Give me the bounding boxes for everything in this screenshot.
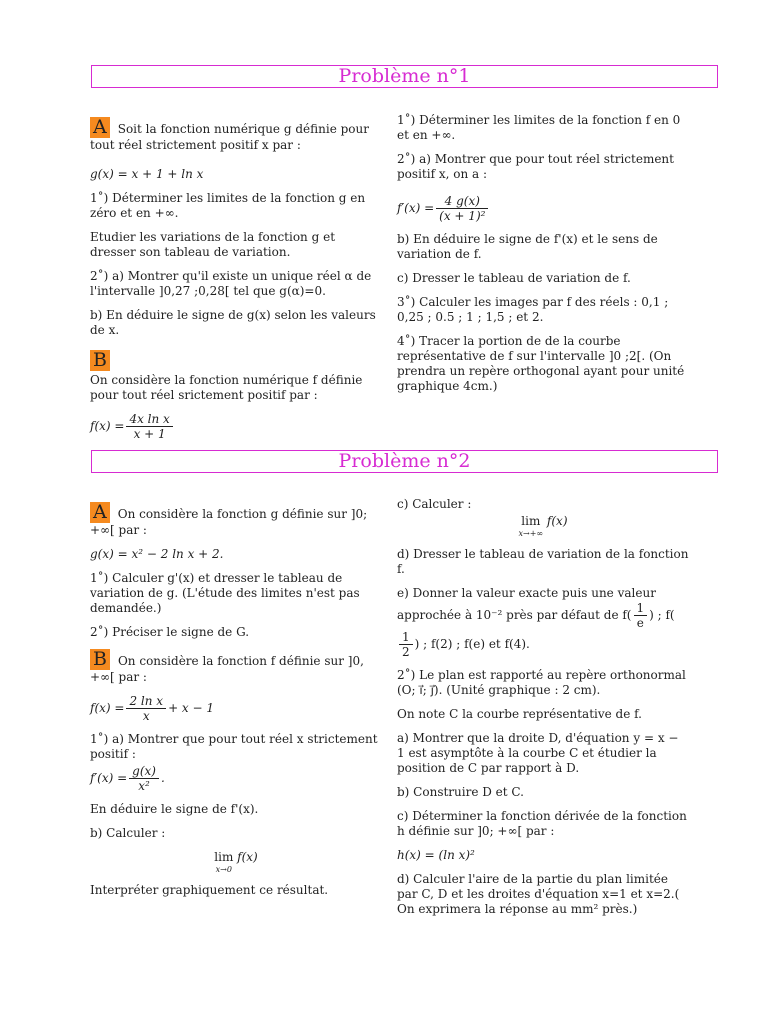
p2-part-a: A On considère la fonction g définie sur ]0; +∞[ par : <box>90 501 368 537</box>
p1-q1: 1˚) Déterminer les limites de la fonction g en zéro et en +∞. <box>90 191 366 220</box>
p1-b-intro: On considère la fonction numérique f définie pour tout réel srictement positif par : <box>90 373 363 402</box>
p1-part-a: A Soit la fonction numérique g définie pour tout réel strictement positif x par : <box>90 116 369 152</box>
p2-s2-construct: b) Construire D et C. <box>397 785 524 799</box>
p2-s2-derivative: c) Déterminer la fonction dérivée de la fonction h définie sur ]0; +∞[ par : <box>397 809 687 838</box>
g-definition: g(x) = x + 1 + ln x <box>90 167 204 181</box>
p2-c1: c) Calculer : <box>397 497 472 511</box>
p2-right-column <box>397 497 689 926</box>
p2-s2: 2˚) Le plan est rapporté au repère orthonormal (O; i⃗; j⃗). (Unité graphique : 2 cm). <box>397 668 686 697</box>
h-definition: h(x) = (ln x)² <box>397 848 475 862</box>
p2-q1: 1˚) Calculer g'(x) et dresser le tableau de variation de g. (L'étude des limites n'est pas demandée.) <box>90 571 360 615</box>
p1-r1: 1˚) Déterminer les limites de la fonction f en 0 et en +∞. <box>397 113 681 142</box>
f-prime-formula: f′(x) = $\frac{4 g(x)}{\text{(x + 1)²}}$ <box>397 194 689 223</box>
p2-b1b: b) Calculer : <box>90 826 166 840</box>
p1-r4: 4˚) Tracer la portion de de la courbe représentative de f sur l'intervalle ]0 ;2[. (On prendra un repère orthogonal ayant pour unité graphique 4cm.) <box>397 334 685 393</box>
p2-s2-asymptote: a) Montrer que la droite D, d'équation y = x − 1 est asymptôte à la courbe C et étudier la position de C par rapport à D. <box>397 731 679 775</box>
limit-at-infinity: lim x→+∞ f(x) <box>518 514 568 538</box>
p2-b1a: 1˚) a) Montrer que pour tout réel x strictement positif : <box>90 732 378 761</box>
p1-r2a: 2˚) a) Montrer que pour tout réel strictement positif x, on a : <box>397 152 674 181</box>
p2-part-b: B On considère la fonction f définie sur ]0, +∞[ par : <box>90 648 364 684</box>
part-a-badge: A <box>90 117 110 138</box>
p2-left-column <box>90 502 382 907</box>
part-a-badge: A <box>90 502 110 523</box>
f-definition: f(x) = $\frac{\text{2 ln x}}{x}$ + x − 1 <box>90 694 215 723</box>
p1-q1-variations: Etudier les variations de la fonction g et dresser son tableau de variation. <box>90 230 336 259</box>
part-b-badge: B <box>90 649 110 670</box>
p1-r2b: b) En déduire le signe de f'(x) et le sens de variation de f. <box>397 232 658 261</box>
p1-q2b: b) En déduire le signe de g(x) selon les valeurs de x. <box>90 308 376 337</box>
part-b-badge: B <box>90 350 110 371</box>
p1-r3: 3˚) Calculer les images par f des réels : 0,1 ; 0,25 ; 0.5 ; 1 ; 1,5 ; et 2. <box>397 295 669 324</box>
f-prime-formula: f′(x) = $\frac{g(x)}{\text{x²}}$ . <box>90 764 165 793</box>
p2-e1: e) Donner la valeur exacte puis une valeur approchée à 10⁻² près par défaut de f( $\frac{1}{e}$ ) ; f( $\frac{1}{2}$ ) ; f(2) ; f(e) et f(4). <box>397 586 675 659</box>
p1-right-column <box>397 113 689 403</box>
limit-at-zero: lim x→0 f(x) <box>214 850 258 874</box>
p1-part-b <box>90 350 382 371</box>
p2-b1a-sign: En déduire le signe de f'(x). <box>90 802 259 816</box>
p2-s2-curve: On note C la courbe représentative de f. <box>397 707 642 721</box>
p2-b1b-interpret: Interpréter graphiquement ce résultat. <box>90 883 329 897</box>
p1-r2c: c) Dresser le tableau de variation de f. <box>397 271 631 285</box>
p1-q2a: 2˚) a) Montrer qu'il existe un unique réel α de l'intervalle ]0,27 ;0,28[ tel que g(α)=0. <box>90 269 372 298</box>
g-definition: g(x) = x² − 2 ln x + 2. <box>90 547 224 561</box>
problem-1-title: Problème n°1 <box>91 65 718 88</box>
problem-2-title: Problème n°2 <box>91 450 718 473</box>
p2-q2: 2˚) Préciser le signe de G. <box>90 625 250 639</box>
p2-s2-area: d) Calculer l'aire de la partie du plan limitée par C, D et les droites d'équation x=1 et x=2.( On exprimera la réponse au mm² près.) <box>397 872 680 916</box>
p2-d1: d) Dresser le tableau de variation de la fonction f. <box>397 547 689 576</box>
p1-left-column <box>90 117 382 450</box>
f-definition: f(x) = $\frac{\text{4x ln x}}{x + 1}$ <box>90 412 382 441</box>
